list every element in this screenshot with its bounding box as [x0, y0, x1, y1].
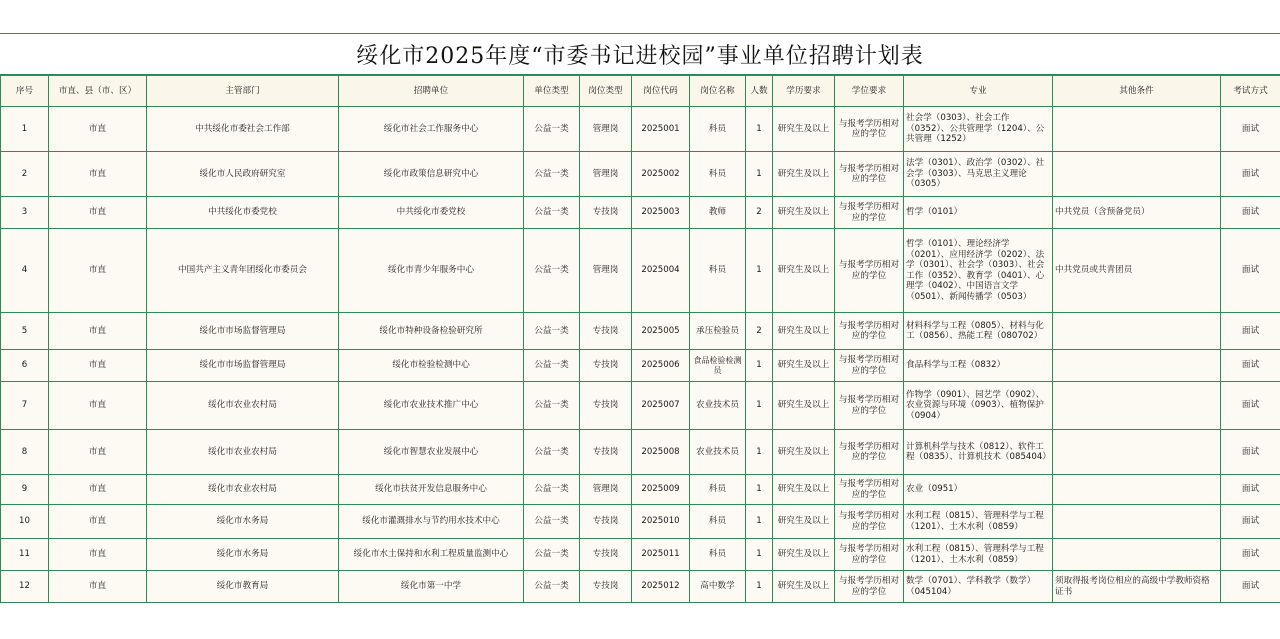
col-post-name-cell: 教师 — [690, 197, 746, 229]
header-col-degree: 学位要求 — [835, 76, 904, 107]
col-education-cell: 研究生及以上 — [773, 152, 835, 197]
col-department-cell: 绥化市农业农村局 — [147, 475, 339, 505]
col-unit-cell: 绥化市智慧农业发展中心 — [339, 430, 524, 475]
col-exam-cell: 面试 — [1221, 229, 1280, 313]
col-education-cell: 研究生及以上 — [773, 505, 835, 539]
col-major-cell: 法学（0301）、政治学（0302）、社会学（0303）、马克思主义理论（0305） — [904, 152, 1053, 197]
col-post-name-cell: 农业技术员 — [690, 430, 746, 475]
col-unit-type-cell: 公益一类 — [524, 152, 580, 197]
col-post-type-cell: 管理岗 — [580, 475, 632, 505]
col-post-code-cell: 2025004 — [632, 229, 690, 313]
col-other-cell: 中共党员（含预备党员） — [1053, 197, 1221, 229]
col-major-cell: 食品科学与工程（0832） — [904, 350, 1053, 382]
table-row — [1, 475, 1280, 505]
col-region-cell: 市直 — [49, 350, 147, 382]
col-post-name-cell: 科员 — [690, 107, 746, 152]
col-other-cell — [1053, 107, 1221, 152]
col-index-cell: 10 — [1, 505, 49, 539]
header-col-count: 人数 — [746, 76, 773, 107]
col-post-name-cell: 承压检验员 — [690, 313, 746, 350]
header-col-post-code: 岗位代码 — [632, 76, 690, 107]
col-post-code-cell: 2025009 — [632, 475, 690, 505]
col-degree-cell: 与报考学历相对应的学位 — [835, 571, 904, 603]
col-other-cell — [1053, 382, 1221, 430]
recruitment-table — [0, 75, 1280, 603]
col-region-cell: 市直 — [49, 571, 147, 603]
col-region-cell: 市直 — [49, 382, 147, 430]
col-post-code-cell: 2025008 — [632, 430, 690, 475]
col-other-cell: 须取得报考岗位相应的高级中学教师资格证书 — [1053, 571, 1221, 603]
recruitment-sheet — [0, 34, 1280, 603]
col-education-cell: 研究生及以上 — [773, 197, 835, 229]
table-header-row — [1, 76, 1280, 107]
col-post-code-cell: 2025003 — [632, 197, 690, 229]
header-col-department: 主管部门 — [147, 76, 339, 107]
col-education-cell: 研究生及以上 — [773, 430, 835, 475]
col-exam-cell: 面试 — [1221, 107, 1280, 152]
col-region-cell: 市直 — [49, 505, 147, 539]
col-exam-cell: 面试 — [1221, 197, 1280, 229]
sheet-title: 绥化市2025年度“市委书记进校园”事业单位招聘计划表 — [0, 34, 1280, 75]
col-degree-cell: 与报考学历相对应的学位 — [835, 382, 904, 430]
col-post-name-cell: 科员 — [690, 539, 746, 571]
col-department-cell: 绥化市人民政府研究室 — [147, 152, 339, 197]
col-unit-type-cell: 公益一类 — [524, 382, 580, 430]
col-post-type-cell: 管理岗 — [580, 229, 632, 313]
col-post-type-cell: 专技岗 — [580, 313, 632, 350]
col-unit-cell: 绥化市青少年服务中心 — [339, 229, 524, 313]
col-education-cell: 研究生及以上 — [773, 313, 835, 350]
col-index-cell: 8 — [1, 430, 49, 475]
col-degree-cell: 与报考学历相对应的学位 — [835, 430, 904, 475]
col-exam-cell: 面试 — [1221, 505, 1280, 539]
table-row — [1, 571, 1280, 603]
col-region-cell: 市直 — [49, 107, 147, 152]
col-education-cell: 研究生及以上 — [773, 229, 835, 313]
table-body — [1, 107, 1280, 603]
col-other-cell: 中共党员或共青团员 — [1053, 229, 1221, 313]
col-unit-type-cell: 公益一类 — [524, 539, 580, 571]
col-unit-cell: 绥化市灌溉排水与节约用水技术中心 — [339, 505, 524, 539]
col-unit-cell: 绥化市扶贫开发信息服务中心 — [339, 475, 524, 505]
col-unit-type-cell: 公益一类 — [524, 350, 580, 382]
col-region-cell: 市直 — [49, 152, 147, 197]
col-post-name-cell: 科员 — [690, 505, 746, 539]
col-count-cell: 1 — [746, 505, 773, 539]
table-row — [1, 505, 1280, 539]
col-post-name-cell: 科员 — [690, 229, 746, 313]
col-count-cell: 1 — [746, 229, 773, 313]
col-major-cell: 作物学（0901）、园艺学（0902）、农业资源与环境（0903）、植物保护（0904） — [904, 382, 1053, 430]
col-post-type-cell: 管理岗 — [580, 107, 632, 152]
col-count-cell: 1 — [746, 152, 773, 197]
col-post-name-cell: 科员 — [690, 152, 746, 197]
col-post-type-cell: 专技岗 — [580, 197, 632, 229]
col-region-cell: 市直 — [49, 197, 147, 229]
col-index-cell: 2 — [1, 152, 49, 197]
col-count-cell: 1 — [746, 539, 773, 571]
col-post-name-cell: 农业技术员 — [690, 382, 746, 430]
col-count-cell: 1 — [746, 571, 773, 603]
col-department-cell: 绥化市水务局 — [147, 505, 339, 539]
col-exam-cell: 面试 — [1221, 430, 1280, 475]
col-index-cell: 5 — [1, 313, 49, 350]
col-post-type-cell: 专技岗 — [580, 505, 632, 539]
col-degree-cell: 与报考学历相对应的学位 — [835, 475, 904, 505]
col-degree-cell: 与报考学历相对应的学位 — [835, 197, 904, 229]
col-exam-cell: 面试 — [1221, 350, 1280, 382]
col-degree-cell: 与报考学历相对应的学位 — [835, 539, 904, 571]
col-post-name-cell: 高中数学 — [690, 571, 746, 603]
col-count-cell: 2 — [746, 313, 773, 350]
col-post-type-cell: 管理岗 — [580, 152, 632, 197]
col-count-cell: 1 — [746, 107, 773, 152]
col-index-cell: 9 — [1, 475, 49, 505]
col-exam-cell: 面试 — [1221, 313, 1280, 350]
table-row — [1, 539, 1280, 571]
col-post-name-cell: 科员 — [690, 475, 746, 505]
header-col-post-name: 岗位名称 — [690, 76, 746, 107]
header-col-other: 其他条件 — [1053, 76, 1221, 107]
col-post-type-cell: 专技岗 — [580, 430, 632, 475]
header-col-region: 市直、县（市、区） — [49, 76, 147, 107]
header-col-exam: 考试方式 — [1221, 76, 1280, 107]
col-index-cell: 6 — [1, 350, 49, 382]
col-other-cell — [1053, 539, 1221, 571]
table-row — [1, 107, 1280, 152]
col-major-cell: 农业（0951） — [904, 475, 1053, 505]
header-col-unit: 招聘单位 — [339, 76, 524, 107]
col-other-cell — [1053, 313, 1221, 350]
col-index-cell: 12 — [1, 571, 49, 603]
col-department-cell: 中共绥化市委社会工作部 — [147, 107, 339, 152]
col-education-cell: 研究生及以上 — [773, 571, 835, 603]
col-unit-type-cell: 公益一类 — [524, 571, 580, 603]
col-education-cell: 研究生及以上 — [773, 382, 835, 430]
col-unit-cell: 绥化市第一中学 — [339, 571, 524, 603]
col-post-code-cell: 2025006 — [632, 350, 690, 382]
table-row — [1, 152, 1280, 197]
col-post-code-cell: 2025005 — [632, 313, 690, 350]
col-unit-cell: 绥化市政策信息研究中心 — [339, 152, 524, 197]
col-post-code-cell: 2025011 — [632, 539, 690, 571]
col-region-cell: 市直 — [49, 229, 147, 313]
col-unit-cell: 绥化市特种设备检验研究所 — [339, 313, 524, 350]
col-major-cell: 水利工程（0815）、管理科学与工程（1201）、土木水利（0859） — [904, 505, 1053, 539]
col-other-cell — [1053, 350, 1221, 382]
col-degree-cell: 与报考学历相对应的学位 — [835, 505, 904, 539]
col-unit-type-cell: 公益一类 — [524, 313, 580, 350]
col-major-cell: 水利工程（0815）、管理科学与工程（1201）、土木水利（0859） — [904, 539, 1053, 571]
col-other-cell — [1053, 475, 1221, 505]
col-department-cell: 绥化市市场监督管理局 — [147, 350, 339, 382]
col-post-type-cell: 专技岗 — [580, 571, 632, 603]
col-post-code-cell: 2025010 — [632, 505, 690, 539]
col-region-cell: 市直 — [49, 313, 147, 350]
col-major-cell: 哲学（0101） — [904, 197, 1053, 229]
header-col-education: 学历要求 — [773, 76, 835, 107]
table-row — [1, 430, 1280, 475]
col-other-cell — [1053, 430, 1221, 475]
col-count-cell: 1 — [746, 382, 773, 430]
col-degree-cell: 与报考学历相对应的学位 — [835, 107, 904, 152]
table-row — [1, 382, 1280, 430]
col-unit-cell: 绥化市水土保持和水利工程质量监测中心 — [339, 539, 524, 571]
col-post-code-cell: 2025002 — [632, 152, 690, 197]
col-department-cell: 绥化市市场监督管理局 — [147, 313, 339, 350]
col-index-cell: 11 — [1, 539, 49, 571]
col-department-cell: 绥化市教育局 — [147, 571, 339, 603]
col-count-cell: 1 — [746, 430, 773, 475]
col-education-cell: 研究生及以上 — [773, 107, 835, 152]
col-exam-cell: 面试 — [1221, 571, 1280, 603]
table-row — [1, 313, 1280, 350]
col-unit-cell: 绥化市社会工作服务中心 — [339, 107, 524, 152]
header-col-post-type: 岗位类型 — [580, 76, 632, 107]
col-other-cell — [1053, 152, 1221, 197]
col-post-name-cell: 食品检验检测员 — [690, 350, 746, 382]
col-other-cell — [1053, 505, 1221, 539]
col-count-cell: 1 — [746, 475, 773, 505]
col-major-cell: 计算机科学与技术（0812）、软件工程（0835）、计算机技术（085404） — [904, 430, 1053, 475]
col-count-cell: 2 — [746, 197, 773, 229]
col-major-cell: 哲学（0101）、理论经济学（0201）、应用经济学（0202）、法学（0301）、社会学（0303）、社会工作（0352）、教育学（0401）、心理学（0402）、中国语言文学（0501）、新闻传播学（0503） — [904, 229, 1053, 313]
col-region-cell: 市直 — [49, 475, 147, 505]
col-post-code-cell: 2025007 — [632, 382, 690, 430]
col-index-cell: 3 — [1, 197, 49, 229]
col-education-cell: 研究生及以上 — [773, 539, 835, 571]
table-row — [1, 229, 1280, 313]
col-unit-cell: 中共绥化市委党校 — [339, 197, 524, 229]
col-education-cell: 研究生及以上 — [773, 475, 835, 505]
col-region-cell: 市直 — [49, 539, 147, 571]
col-unit-type-cell: 公益一类 — [524, 505, 580, 539]
table-row — [1, 350, 1280, 382]
col-index-cell: 7 — [1, 382, 49, 430]
col-department-cell: 绥化市水务局 — [147, 539, 339, 571]
header-col-major: 专业 — [904, 76, 1053, 107]
col-index-cell: 1 — [1, 107, 49, 152]
col-post-code-cell: 2025001 — [632, 107, 690, 152]
col-department-cell: 中共绥化市委党校 — [147, 197, 339, 229]
col-count-cell: 1 — [746, 350, 773, 382]
col-region-cell: 市直 — [49, 430, 147, 475]
col-department-cell: 中国共产主义青年团绥化市委员会 — [147, 229, 339, 313]
header-col-unit-type: 单位类型 — [524, 76, 580, 107]
col-major-cell: 社会学（0303）、社会工作（0352）、公共管理学（1204）、公共管理（1252） — [904, 107, 1053, 152]
col-department-cell: 绥化市农业农村局 — [147, 430, 339, 475]
table-row — [1, 197, 1280, 229]
col-unit-type-cell: 公益一类 — [524, 197, 580, 229]
col-unit-type-cell: 公益一类 — [524, 229, 580, 313]
col-unit-type-cell: 公益一类 — [524, 475, 580, 505]
col-department-cell: 绥化市农业农村局 — [147, 382, 339, 430]
col-education-cell: 研究生及以上 — [773, 350, 835, 382]
col-major-cell: 数学（0701）、学科教学（数学）（045104） — [904, 571, 1053, 603]
col-degree-cell: 与报考学历相对应的学位 — [835, 350, 904, 382]
col-post-type-cell: 专技岗 — [580, 350, 632, 382]
col-unit-cell: 绥化市农业技术推广中心 — [339, 382, 524, 430]
col-index-cell: 4 — [1, 229, 49, 313]
col-degree-cell: 与报考学历相对应的学位 — [835, 152, 904, 197]
col-exam-cell: 面试 — [1221, 475, 1280, 505]
col-unit-type-cell: 公益一类 — [524, 430, 580, 475]
col-post-code-cell: 2025012 — [632, 571, 690, 603]
col-post-type-cell: 专技岗 — [580, 382, 632, 430]
header-col-index: 序号 — [1, 76, 49, 107]
col-exam-cell: 面试 — [1221, 382, 1280, 430]
col-post-type-cell: 专技岗 — [580, 539, 632, 571]
col-exam-cell: 面试 — [1221, 539, 1280, 571]
col-exam-cell: 面试 — [1221, 152, 1280, 197]
col-unit-type-cell: 公益一类 — [524, 107, 580, 152]
col-degree-cell: 与报考学历相对应的学位 — [835, 313, 904, 350]
col-major-cell: 材料科学与工程（0805）、材料与化工（0856）、热能工程（080702） — [904, 313, 1053, 350]
col-unit-cell: 绥化市检验检测中心 — [339, 350, 524, 382]
col-degree-cell: 与报考学历相对应的学位 — [835, 229, 904, 313]
